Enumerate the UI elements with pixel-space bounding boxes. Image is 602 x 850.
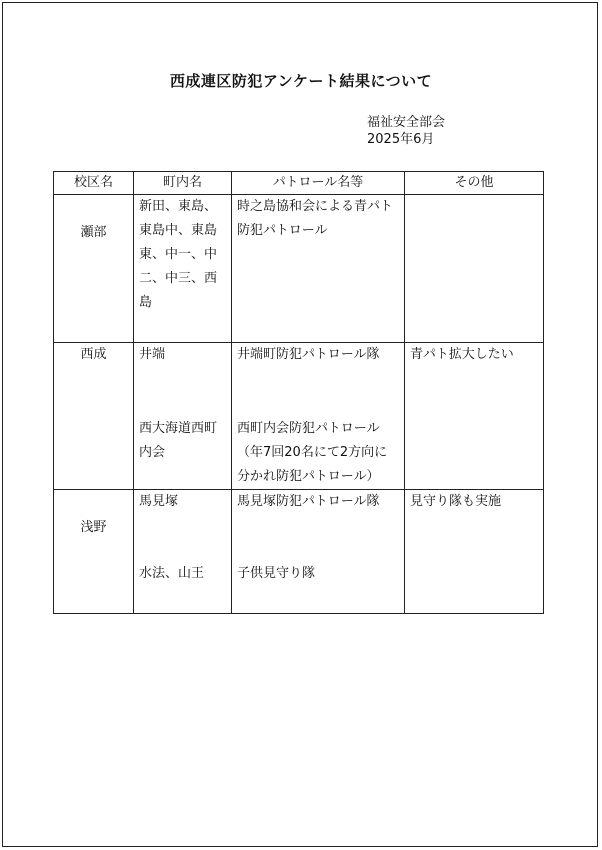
towns-text: 西大海道西町内会 — [139, 421, 218, 460]
towns-cell — [134, 343, 232, 490]
patrol-cell — [232, 195, 405, 343]
patrol-text: 馬見塚防犯パトロール隊 — [237, 494, 380, 509]
patrol-cell — [232, 343, 405, 490]
header-patrol-name: パトロール名等 — [232, 172, 405, 195]
document-date: 2025年6月 — [367, 132, 435, 147]
other-cell — [405, 490, 544, 614]
towns-text: 新田、東島、東島中、東島東、中一、中二、中三、西島 — [139, 199, 218, 310]
patrol-survey-table — [53, 171, 544, 614]
patrol-text: 井端町防犯パトロール隊 — [237, 347, 380, 362]
patrol-text: 時之島協和会による青パト防犯パトロール — [237, 199, 393, 238]
other-text: 見守り隊も実施 — [410, 494, 502, 509]
other-cell — [405, 195, 544, 343]
school-district-cell: 瀬部 — [54, 195, 134, 343]
document-title: 西成連区防犯アンケート結果について — [169, 72, 433, 90]
organization-name: 福祉安全部会 — [367, 115, 446, 130]
table-header-row — [54, 172, 544, 195]
patrol-text: 子供見守り隊 — [237, 566, 316, 581]
towns-cell — [134, 195, 232, 343]
other-text: 青パト拡大したい — [410, 347, 514, 362]
towns-text: 井端 — [139, 347, 166, 362]
school-district-cell: 西成 — [54, 343, 134, 490]
patrol-cell — [232, 490, 405, 614]
towns-text: 馬見塚 — [139, 494, 179, 509]
table-row — [54, 490, 544, 614]
table-row — [54, 343, 544, 490]
towns-text: 水法、山王 — [139, 566, 205, 581]
patrol-text: 西町内会防犯パトロール （年7回20名にて2方向に分かれ防犯パトロール） — [237, 421, 388, 484]
table-row — [54, 195, 544, 343]
other-cell — [405, 343, 544, 490]
header-other: その他 — [405, 172, 544, 195]
header-town-name: 町内名 — [134, 172, 232, 195]
school-district-cell: 浅野 — [54, 490, 134, 614]
towns-cell — [134, 490, 232, 614]
header-school-district: 校区名 — [54, 172, 134, 195]
